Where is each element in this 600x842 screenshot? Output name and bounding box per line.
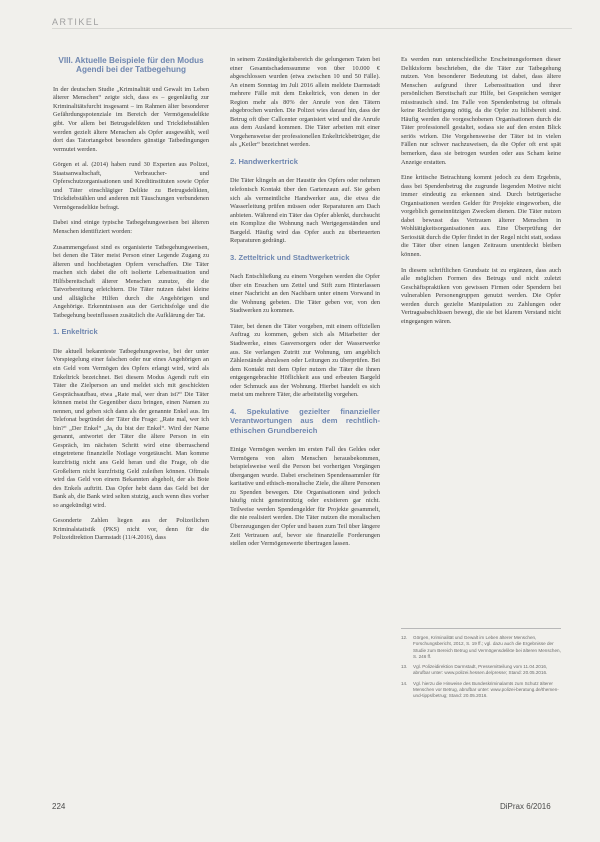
subsection-heading: 2. Handwerkertrick bbox=[230, 157, 298, 167]
footnote-text: Vgl. hierzu die Hinweise des Bundeskriminalamts zum Schutz älterer Menschen vor Betrug, abrufbar unter: www.polizei-beratung.de/themen-und-tipps/betrug; Stand: 20.05.2016. bbox=[413, 680, 559, 699]
paragraph: In diesem schriftlichen Grundsatz ist zu ergänzen, dass auch alle möglichen Formen des Betrugs und nicht zuletzt Geschäftspraktiken von gewissen Firmen oder Spendern bei vulnerablen Personengruppen genutzt werden. Die Opfer werden durch gezielte Manipulation zu Zahlungen oder Vertragsabschlüssen bewegt, die sie bei klarem Verstand nicht eingegangen wären. bbox=[401, 266, 561, 325]
paragraph: Eine kritische Betrachtung kommt jedoch zu dem Ergebnis, dass bei Spendenbetrug die zugrunde liegenden Motive nicht immer eindeutig zu erkennen sind. Durch betrügerische Organisationen werden Gelder für Projekte eingeworben, die vorgeblich gemeinnützigen Zwecken dienen. Die Täter nutzen dabei bewusst das Vertrauen älterer Menschen in Wohltätigkeitsorganisationen aus. Eine Überprüfung der Seriosität durch die Opfer findet in der Regel nicht statt, sodass die Täter über einen langen Zeitraum unentdeckt bleiben können. bbox=[401, 174, 561, 259]
text-column-middle bbox=[230, 56, 380, 556]
subsection-heading: 1. Enkeltrick bbox=[53, 327, 98, 337]
paragraph: Görgen et al. (2014) haben rund 30 Experten aus Polizei, Staatsanwaltschaft, Verbraucher- und Opferschutzorganisationen und Kreditinstituten sowie Opfer und Täter einschlägiger Delikte zu Betrugsdelikten, Trickdiebstählen und anderen mit Täuschungen verbundenen Vermögensdelikte befragt. bbox=[53, 161, 209, 211]
journal-issue: DiPrax 6/2016 bbox=[500, 802, 551, 811]
paragraph: Zusammengefasst sind es organisierte Tatbegehungsweisen, bei denen die Täter meist Person einer Legende Zugang zu älteren und hochbetagten Opfern verschaffen. Die Täter machen sich dabei die oft isolierte Lebenssituation und Hilfsbereitschaft älterer Menschen zunutze, die die Tatvorbereitung erleichtern. Die Täter nutzen dabei kleine und alltägliche Hilfen durch die Angehörigen und Angehörige. Erkenntnissen aus der Gerichtsfolge und die Tatbegehung beeinflussen zusätzlich die Aufklärung der Tat. bbox=[53, 243, 209, 319]
footnote-number: 14. bbox=[401, 680, 408, 686]
text-column-right bbox=[401, 56, 561, 333]
paragraph: in seinem Zuständigkeitsbereich die gelungenen Taten bei einer Gesamtschadenssumme von über 10.000 € abgeschlossen wurden (etwa zwischen 10 und 50 Fälle). An einem Sonntag im Juli 2016 allein meldete Darmstadt mehrere Fälle mit dem Enkeltrick, von denen in der Region mehr als 80% der Anrufe von den Tätern abgebrochen wurden. Die Polizei wies darauf hin, dass der Betrug oft über Callcenter organisiert wird und die Anrufe aus dem Ausland kommen. Die Täter arbeiten mit einer Vorgehensweise der professionellen Enkeltrickbetrüger, die als „Keiler“ bezeichnet werden. bbox=[230, 56, 380, 149]
header-rule bbox=[52, 28, 572, 29]
footnote bbox=[401, 681, 561, 700]
section-title: VIII. Aktuelle Beispiele für den Modus Agendi bei der Tatbegehung bbox=[58, 56, 204, 75]
page-number: 224 bbox=[52, 802, 66, 811]
paragraph: Einige Vermögen werden im ersten Fall des Geldes oder Vermögens von alten Menschen herausbekommen, beispielsweise weil die Person bei vorherigen Vorgängen übergangen wurde. Dabei erscheinen Spendensammler für karitative und ethisch-moralische Ziele, die ältere Personen zu Spenden bewegen. Die Organisationen sind jedoch häufig nicht gemeinnützig oder existieren gar nicht. Teilweise werden Spendengelder für Projekte gesammelt, die nie realisiert werden. Die Täter nutzen die moralischen Überzeugungen der Opfer und bauen zum Teil über längere Zeit Vertrauen auf, bevor sie finanzielle Forderungen stellen oder Vermögenswerte übertragen lassen. bbox=[230, 446, 380, 548]
section-header-label: ARTIKEL bbox=[52, 17, 100, 27]
footnote-text: Vgl. Polizeidirektion Darmstadt, Pressemitteilung vom 11.04.2016, abrufbar unter: www.polizei.hessen.de/presse; Stand: 20.05.2016. bbox=[413, 664, 548, 676]
footnote-number: 12. bbox=[401, 635, 408, 640]
footnote bbox=[401, 664, 561, 677]
subsection-heading: 4. Spekulative gezielter finanzieller Verantwortungen aus dem rechtlich-ethischen Grundbereich bbox=[230, 406, 380, 435]
paragraph: Es werden nun unterschiedliche Erscheinungsformen dieser Deliktsform beschrieben, die die Täter zur Tatbegehung nutzen. Von besonderer Bedeutung ist dabei, dass ältere Menschen aufgrund ihrer Lebenssituation und ihrer persönlichen Bereitschaft zur Hilfe, bei Gesprächen weniger misstrauisch sind. Im Falle von Spendenbetrug ist oftmals keine Rechtfertigung nötig, da die Opfer zu hilfsbereit sind. Häufig werden die vorgeschobenen Organisationen durch die Täter professionell gestaltet, sodass sie auf den ersten Blick seriös wirken. Die Vorgehensweise der Täter ist in vielen Fällen nur schwer nachzuweisen, da die Opfer oft erst spät bemerken, dass sie betrogen wurden oder aus Scham keine Anzeige erstatten. bbox=[401, 56, 561, 166]
footnote bbox=[401, 635, 561, 660]
subsection-heading: 3. Zetteltrick und Stadtwerketrick bbox=[230, 252, 350, 262]
paragraph: Die aktuell bekannteste Tatbegehungsweise, bei der unter Vorspiegelung einer falschen oder nur eines Angehörigen an ein Geld vom Vermögen des Opfers erlangt wird, wird als Enkeltrick bezeichnet. Bei diesem Modus Agendi ruft ein Täter die Zielperson an und meldet sich mit geschickten Gesprächsaufbau, etwa „Rate mal, wer dran ist?“ Die Täter können meist ihr Gegenüber dazu bringen, einen Namen zu nennen, und geben sich dann als der genannte Enkel aus. Im Telefonat begründet der Täter die Frage: „Rate mal, wer ich bin?“ „Der Enkel“ „Ja, du bist der Enkel“. Wird der Name genannt, antwortet der Täter die ältere Person in ein Gespräch, im nächsten Schritt wird eine überraschend eingetretene finanzielle Notlage vorgetäuscht. Man komme kurzfristig nicht ans Geld heran und die Frage, ob die Großeltern nicht kurzfristig Geld zuleihen können. Oftmals wird das Geld von einem Bekannten abgeholt, der als Bote des Enkels auftritt. Das Opfer hebt dann das Geld bei der Bank ab, die Bank wird selten stutzig, auch wenn dies vorher so angekündigt wird. bbox=[53, 347, 209, 509]
footnote-number: 13. bbox=[401, 664, 408, 670]
footnotes bbox=[401, 628, 561, 704]
footnote-text: Görgen, Kriminalität und Gewalt im Leben älterer Menschen, Forschungsbericht, 2012, S. 19 ff.; vgl. dazu auch die Ergebnisse der Studie zum Bereich Betrug und Vermögensdelikte bei älteren Menschen, S. 246 ff. bbox=[413, 635, 561, 659]
paragraph: Gesonderte Zahlen liegen aus der Polizeilichen Kriminalstatistik (PKS) nicht vor, denn für die Polizeidirektion Darmstadt (11/4.2016), dass bbox=[53, 517, 209, 542]
paragraph: Die Täter klingeln an der Haustür des Opfers oder nehmen telefonisch Kontakt über den Gartenzaun auf. Sie geben sich als vermeintliche Handwerker aus, die etwa die Wasserleitung prüfen müssen oder Reparaturen am Dach anbieten. Während ein Täter das Opfer ablenkt, durchsucht ein Komplize die Wohnung nach Wertgegenständen und Bargeld. Häufig wird das Opfer auch zu überteuerten Reparaturen gedrängt. bbox=[230, 177, 380, 245]
text-column-left bbox=[53, 56, 209, 550]
paragraph: In der deutschen Studie „Kriminalität und Gewalt im Leben älterer Menschen“ zeigte sich, dass es – gegenläufig zur Kriminalitätsfurcht insgesamt – im Rahmen älter besonderer Gefährdungspotenziale im Bereich der Vermögensdelikte gibt. Vor allem bei Betrugsdelikten und Trickdiebstählen werden gezielt ältere Menschen als Opfer ausgewählt, weil dort das Tatortangebot besonders günstige Tatbedingungen vermutet werden. bbox=[53, 85, 209, 153]
paragraph: Dabei sind einige typische Tatbegehungsweisen bei älteren Menschen identifiziert worden: bbox=[53, 219, 209, 236]
paragraph: Täter, bei denen die Täter vorgeben, mit einem offiziellen Auftrag zu kommen, geben sich als Mitarbeiter der Stadtwerke, eines Gasversorgers oder der Wasserwerke aus. Sie verlangen Zutritt zur Wohnung, um angeblich Zählerstände abzulesen oder Leitungen zu überprüfen. Bei dem Kontakt mit dem Opfer nutzen die Täter die ihnen entgegengebrachte Höflichkeit aus und erbeuten Bargeld oder Schmuck aus der Wohnung. Hierbei handelt es sich meist um mehrere Täter, die arbeitsteilig vorgehen. bbox=[230, 322, 380, 399]
paragraph: Nach Entschließung zu einem Vorgehen werden die Opfer über ein Ersuchen um Zettel und Stift zum Hinterlassen einer Nachricht an den Nachbarn unter einem Vorwand in die Wohnung gebeten. Die Täter geben vor, von den Stadtwerken zu kommen. bbox=[230, 273, 380, 315]
